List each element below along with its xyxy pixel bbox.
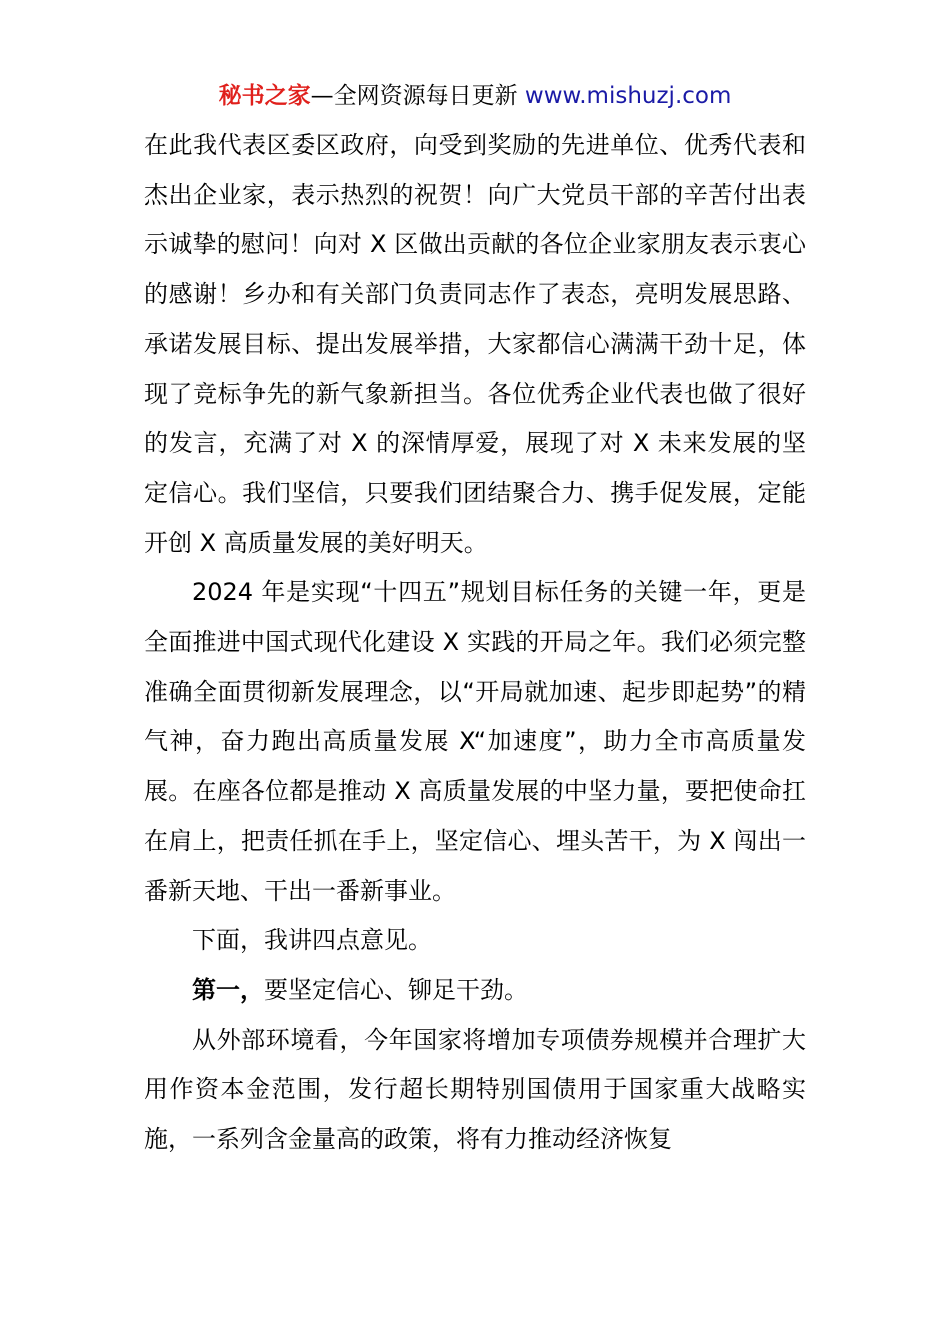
section-heading-lead: 第一， — [192, 975, 264, 1004]
paragraph-2: 2024 年是实现“十四五”规划目标任务的关键一年，更是全面推进中国式现代化建设 X 实践的开局之年。我们必须完整准确全面贯彻新发展理念，以“开局就加速、起步即起势”的精气神，奋力跑出高质量发展 X“加速度”，助力全市高质量发展。在座各位都是推动 X 高质量发展的中坚力量，要把使命扛在肩上，把责任抓在手上，坚定信心、埋头苦干，为 X 闯出一番新天地、干出一番新事业。 — [144, 578, 806, 905]
paragraph-1: 在此我代表区委区政府，向受到奖励的先进单位、优秀代表和杰出企业家，表示热烈的祝贺！向广大党员干部的辛苦付出表示诚挚的慰问！向对 X 区做出贡献的各位企业家朋友表示衷心的感谢！乡办和有关部门负责同志作了表态，亮明发展思路、承诺发展目标、提出发展举措，大家都信心满满干劲十足，体现了竞标争先的新气象新担当。各位优秀企业代表也做了很好的发言，充满了对 X 的深情厚爱，展现了对 X 未来发展的坚定信心。我们坚信，只要我们团结聚合力、携手促发展，定能开创 X 高质量发展的美好明天。 — [144, 131, 806, 557]
site-url-link[interactable]: www.mishuzj.com — [524, 83, 732, 109]
section-heading-1 — [144, 966, 806, 1016]
section-heading-text: 要坚定信心、铆足干劲。 — [264, 975, 528, 1004]
site-header — [0, 80, 950, 112]
paragraph-3: 下面，我讲四点意见。 — [192, 926, 432, 955]
document-body — [144, 121, 806, 1165]
paragraph-4: 从外部环境看，今年国家将增加专项债券规模并合理扩大用作资本金范围，发行超长期特别国债用于国家重大战略实施，一系列含金量高的政策，将有力推动经济恢复 — [144, 1025, 806, 1154]
site-tagline: —全网资源每日更新 — [310, 83, 525, 109]
site-brand: 秘书之家 — [218, 83, 311, 109]
